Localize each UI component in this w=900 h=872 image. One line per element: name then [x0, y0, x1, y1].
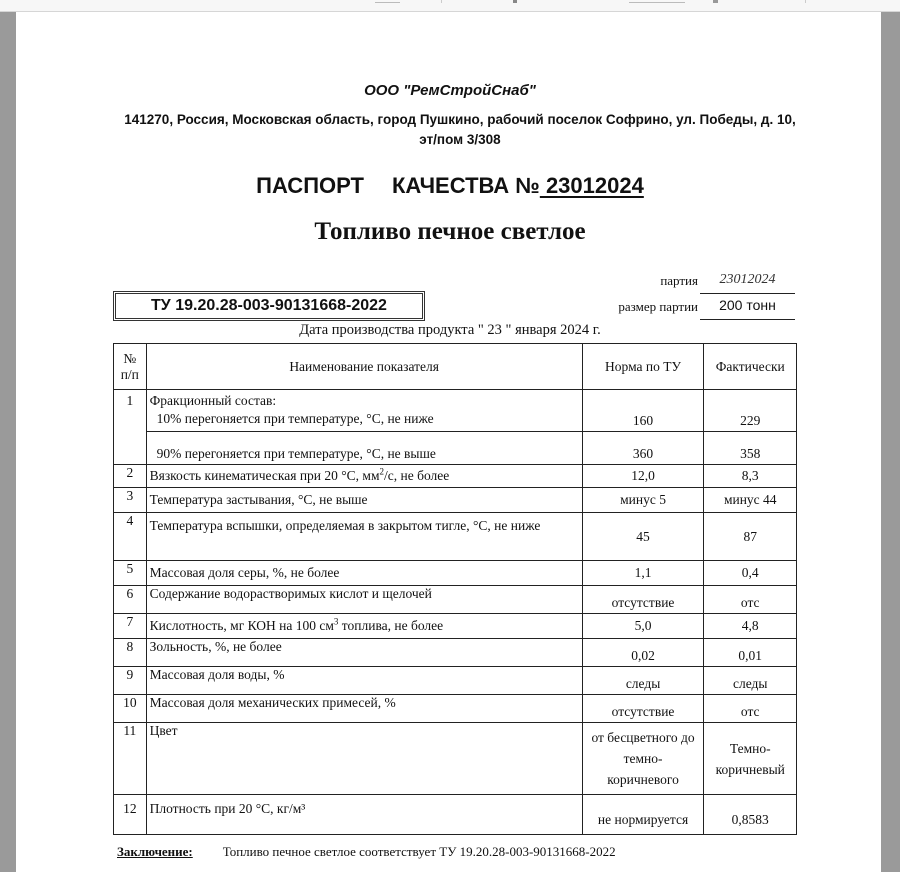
row-norm: 12,0: [582, 465, 704, 488]
row-name-text: Кислотность, мг КОН на 100 см: [149, 618, 334, 633]
quality-spec-table: [113, 343, 797, 835]
table-row: [114, 561, 797, 586]
header-fact: Фактически: [704, 344, 797, 390]
header-norm: Норма по ТУ: [582, 344, 704, 390]
superscript: 2: [379, 466, 385, 477]
row-name: 90% перегоняется при температуре, °C, не выше: [146, 432, 582, 465]
row-num: 1: [114, 390, 147, 411]
header-name: Наименование показателя: [146, 344, 582, 390]
table-row: [114, 411, 797, 432]
row-name: 10% перегоняется при температуре, °C, не ниже: [146, 411, 582, 432]
table-header-row: [114, 344, 797, 390]
row-name: Массовая доля серы, %, не более: [146, 561, 582, 586]
row-name-tail: топлива, не более: [338, 618, 444, 633]
row-fact: 87: [704, 513, 797, 561]
row-fact: Темно-коричневый: [704, 723, 797, 795]
conclusion-text: Топливо печное светлое соответствует ТУ 19.20.28-003-90131668-2022: [222, 844, 616, 859]
row-name-tail: /с, не более: [384, 468, 450, 483]
row-num: 12: [114, 795, 147, 835]
row-name: [146, 465, 582, 488]
row-norm: отсутствие: [582, 695, 704, 723]
batch-value: 23012024: [700, 272, 795, 294]
table-row: [114, 390, 797, 411]
row-fact: 4,8: [704, 614, 797, 639]
row-norm: минус 5: [582, 488, 704, 513]
document-title: [0, 173, 900, 199]
table-row: [114, 488, 797, 513]
product-name: Топливо печное светлое: [314, 218, 586, 245]
row-name: Содержание водорастворимых кислот и щелочей: [146, 586, 582, 614]
row-norm: 160: [582, 411, 704, 432]
table-row: [114, 465, 797, 488]
row-fact: 0,01: [704, 639, 797, 667]
table-row: [114, 614, 797, 639]
row-fact: 229: [704, 411, 797, 432]
company-name: ООО "РемСтройСнаб": [364, 82, 536, 99]
table-row: [114, 639, 797, 667]
conclusion: [117, 844, 616, 860]
row-num: 4: [114, 513, 147, 561]
row-name: Массовая доля воды, %: [146, 667, 582, 695]
row-fact: 0,4: [704, 561, 797, 586]
row-name: Температура вспышки, определяемая в закрытом тигле, °C, не ниже: [146, 513, 582, 561]
batch-label: партия: [660, 273, 698, 288]
row-name: Цвет: [146, 723, 582, 795]
production-date: Дата производства продукта " 23 " января 2024 г.: [299, 322, 601, 338]
passport-number: 23012024: [539, 173, 644, 198]
table-row: [114, 432, 797, 465]
row-num: 6: [114, 586, 147, 614]
row-name: Температура застывания, °C, не выше: [146, 488, 582, 513]
toolbar-control[interactable]: [713, 0, 718, 3]
row-fact: 0,8583: [704, 795, 797, 835]
header-num: № п/п: [114, 344, 147, 390]
row-fact: отс: [704, 586, 797, 614]
toolbar-control[interactable]: [375, 2, 400, 3]
row-norm: 1,1: [582, 561, 704, 586]
row-norm: следы: [582, 667, 704, 695]
table-row: [114, 723, 797, 795]
row-norm: [582, 390, 704, 411]
address-line-2: эт/пом 3/308: [419, 132, 501, 147]
toolbar-separator: [441, 0, 442, 3]
row-norm: 360: [582, 432, 704, 465]
address-line-1: 141270, Россия, Московская область, город Пушкино, рабочий поселок Софрино, ул. Победы, д. 10,: [124, 112, 796, 127]
row-name: Плотность при 20 °C, кг/м³: [146, 795, 582, 835]
title-part-2: КАЧЕСТВА №: [391, 173, 540, 198]
row-num: 9: [114, 667, 147, 695]
table-row: [114, 667, 797, 695]
row-num: [114, 411, 147, 432]
conclusion-label: Заключение:: [117, 844, 193, 859]
row-name-text: Вязкость кинематическая при 20 °C, мм: [149, 468, 380, 483]
table-row: [114, 695, 797, 723]
row-norm: отсутствие: [582, 586, 704, 614]
row-name: [146, 614, 582, 639]
row-fact: [704, 390, 797, 411]
viewer-toolbar: [0, 0, 900, 12]
toolbar-control[interactable]: [629, 2, 685, 3]
row-num: 3: [114, 488, 147, 513]
row-norm: не нормируется: [582, 795, 704, 835]
batch-size-value: 200 тонн: [700, 297, 795, 320]
row-fact: 8,3: [704, 465, 797, 488]
row-norm: 0,02: [582, 639, 704, 667]
title-part-1: ПАСПОРТ: [256, 173, 364, 198]
row-norm: 45: [582, 513, 704, 561]
row-num: 2: [114, 465, 147, 488]
row-num: 5: [114, 561, 147, 586]
row-fact: отс: [704, 695, 797, 723]
table-row: [114, 795, 797, 835]
table-row: [114, 586, 797, 614]
row-num: 7: [114, 614, 147, 639]
row-num: 11: [114, 723, 147, 795]
table-row: [114, 513, 797, 561]
row-norm: от бесцветного до темно-коричневого: [582, 723, 704, 795]
tu-code-box: ТУ 19.20.28-003-90131668-2022: [113, 291, 425, 321]
toolbar-separator: [805, 0, 806, 3]
superscript: 3: [333, 616, 339, 627]
row-fact: 358: [704, 432, 797, 465]
company-address: [110, 110, 810, 150]
row-name: Массовая доля механических примесей, %: [146, 695, 582, 723]
row-name: Зольность, %, не более: [146, 639, 582, 667]
row-norm: 5,0: [582, 614, 704, 639]
toolbar-control[interactable]: [513, 0, 517, 3]
row-fact: следы: [704, 667, 797, 695]
row-fact: минус 44: [704, 488, 797, 513]
row-num: 8: [114, 639, 147, 667]
row-num: 10: [114, 695, 147, 723]
batch-size-label: размер партии: [618, 299, 698, 314]
row-name: Фракционный состав:: [146, 390, 582, 411]
row-num: [114, 432, 147, 465]
